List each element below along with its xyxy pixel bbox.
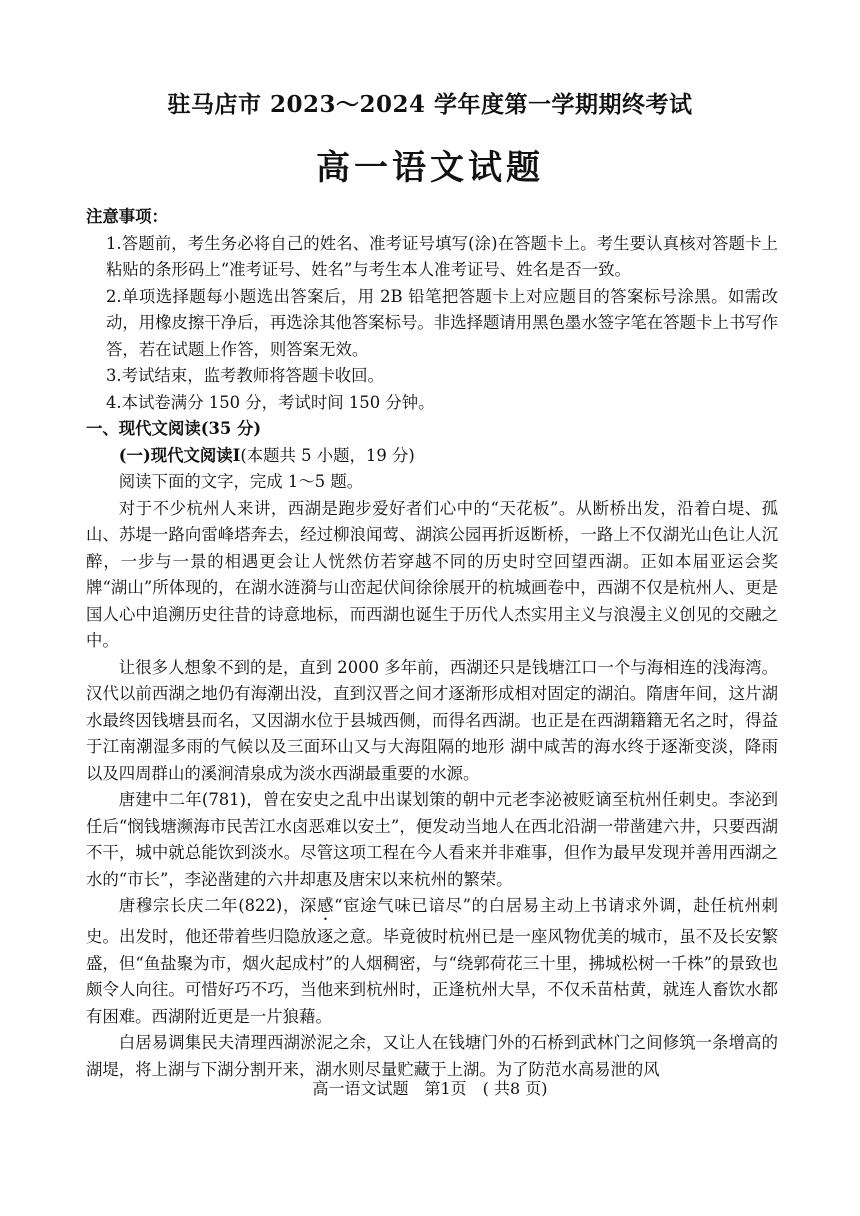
- passage-paragraph: 让很多人想象不到的是，直到 2000 多年前，西湖还只是钱塘江口一个与海相连的浅海湾。汉代以前西湖之地仍有海潮出没，直到汉晋之间才逐渐形成相对固定的湖泊。隋唐年间，这片湖水最终因钱塘县而名，又因湖水位于县城西侧，而得名西湖。也正是在西湖籍籍无名之时，得益于江南潮湿多雨的气候以及三面环山又与大海阻隔的地形 湖中咸苦的海水终于逐渐变淡，降雨以及四周群山的溪涧清泉成为淡水西湖最重要的水源。: [86, 657, 778, 783]
- paper-title: 高一语文试题: [316, 148, 544, 188]
- passage-paragraph: 白居易调集民夫清理西湖淤泥之余，又让人在钱塘门外的石桥到武林门之间修筑一条增高的湖堤，将上湖与下湖分割开来，湖水则尽量贮藏于上湖。为了防范水高易泄的风: [86, 1033, 778, 1079]
- passage-paragraph: 唐建中二年(781)，曾在安史之乱中出谋划策的朝中元老李泌被贬谪至杭州任刺史。李泌到任后“悯钱塘濒海市民苦江水卤恶难以安土”，便发动当地人在西北沿湖一带凿建六井，只要西湖不干，城中就总能饮到淡水。尽管这项工程在今人看来并非难事，但作为最早发现并善用西湖之水的“市长”，李泌凿建的六井却惠及唐宋以来杭州的繁荣。: [86, 790, 778, 889]
- passage-paragraph: 对于不少杭州人来讲，西湖是跑步爱好者们心中的“天花板”。从断桥出发，沿着白堤、孤山、苏堤一路向雷峰塔奔去，经过柳浪闻莺、湖滨公园再折返断桥，一路上不仅湖光山色让人沉醉，一步与一景的相遇更会让人恍然仿若穿越不同的历史时空回望西湖。正如本届亚运会奖牌“湖山”所体现的，在湖水涟漪与山峦起伏间徐徐展开的杭城画卷中，西湖不仅是杭州人、更是国人心中追溯历史往昔的诗意地标，而西湖也诞生于历代人杰实用主义与浪漫主义创见的交融之中。: [86, 498, 778, 650]
- exam-title: 驻马店市 2023～2024 学年度第一学期期终考试: [167, 91, 693, 118]
- passage-text: 唐穆宗长庆二年(822)，深: [118, 896, 318, 915]
- note-item: 2.单项选择题每小题选出答案后，用 2B 铅笔把答题卡上对应题目的答案标号涂黑。如需改动，用橡皮擦干净后，再选涂其他答案标号。非选择题请用黑色墨水签字笔在答题卡上书写作答，若在试题上作答，则答案无效。: [106, 286, 779, 359]
- passage-text: “宦途气味已谙尽”的白居易主动上书请求外调，赴任杭州刺史。出发时，他还带着些归隐放逐之意。毕竟彼时杭州已是一座风物优美的城市，虽不及长安繁盛，但“鱼盐聚为市，烟火起成村”的人烟稠密，与“绕郭荷花三十里，拂城松树一千株”的景致也颇令人向往。可惜好巧不巧，当他来到杭州时，正逢杭州大旱，不仅禾苗枯黄，就连人畜饮水都有困难。西湖附近更是一片狼藉。: [86, 896, 778, 1026]
- section-title: 一、现代文阅读(35 分): [86, 419, 262, 438]
- notes-heading: 注意事项：: [86, 207, 168, 226]
- emphasis-dot-char: 感: [317, 896, 335, 915]
- page-body: [86, 204, 778, 1083]
- page-footer: 高一语文试题 第1页 ( 共8 页): [312, 1079, 548, 1098]
- subsection-info: (本题共 5 小题，19 分): [240, 445, 415, 465]
- passage-paragraph: [86, 893, 778, 1030]
- note-item: 4.本试卷满分 150 分，考试时间 150 分钟。: [106, 392, 435, 412]
- note-item: 1.答题前，考生务必将自己的姓名、准考证号填写(涂)在答题卡上。考生要认真核对答题卡上粘贴的条形码上“准考证号、姓名”与考生本人准考证号、姓名是否一致。: [106, 233, 778, 279]
- subsection-name: (一)现代文阅读Ⅰ: [118, 445, 241, 465]
- reading-instruction: 阅读下面的文字，完成 1～5 题。: [118, 472, 364, 491]
- note-item: 3.考试结束，监考教师将答题卡收回。: [106, 366, 384, 385]
- subsection-title: [86, 443, 778, 470]
